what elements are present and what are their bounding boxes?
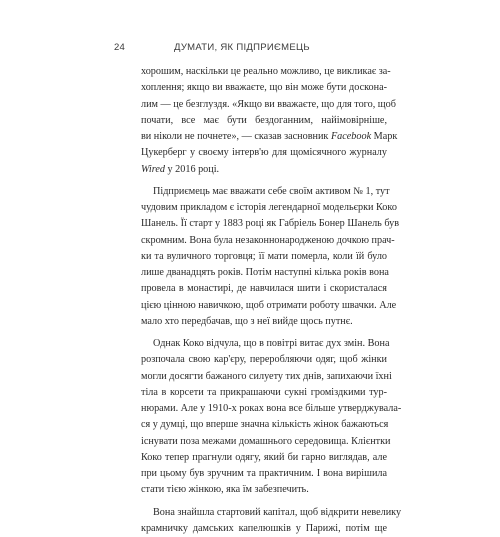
text-line: почати, все має бути бездоганним, найімовірніше, xyxy=(141,113,387,129)
paragraph xyxy=(141,336,387,499)
text-line: цією цінною навичкою, щоб отримати роботу швачки. Але xyxy=(141,298,387,314)
body-text xyxy=(141,64,387,537)
text-line: при цьому був зручним та практичним. І вона вирішила xyxy=(141,466,387,482)
text-line: ся у думці, що вперше значна кількість жінок бажаються xyxy=(141,417,387,433)
text-line: мало хто передбачав, що з неї вийде щось путнє. xyxy=(141,314,387,330)
text-line: нюрами. Але у 1910-х роках вона все більше утверджувала- xyxy=(141,401,387,417)
text-line: Коко тепер прагнули одягу, який би гарно виглядав, але xyxy=(141,450,387,466)
text-line: Вона знайшла стартовий капітал, щоб відкрити невелику xyxy=(141,505,387,521)
text-line: стати тією жінкою, яка їм забезпечить. xyxy=(141,482,387,498)
text-line: лим — це безглуздя. «Якщо ви вважаєте, що для того, щоб xyxy=(141,97,387,113)
text-line: лише дванадцять років. Потім наступні кілька років вона xyxy=(141,265,387,281)
paragraph xyxy=(141,505,387,537)
text-line: розпочала свою кар'єру, переробляючи одяг, щоб жінки xyxy=(141,352,387,368)
text-line: Цукерберг у своєму інтерв'ю для щомісячного журналу xyxy=(141,145,387,161)
text-line: існувати поза межами домашнього середовища. Клієнтки xyxy=(141,434,387,450)
text-line: тіла в корсети та прикрашаючи сукні громіздкими тур- xyxy=(141,385,387,401)
text-line: ви ніколи не почнете», — сказав засновник Facebook Марк xyxy=(141,129,387,145)
text-line: чудовим прикладом є історія легендарної модельєрки Коко xyxy=(141,200,387,216)
text-line: скромним. Вона була незаконнонародженою дочкою прач- xyxy=(141,233,387,249)
running-head xyxy=(114,42,414,56)
paragraph xyxy=(141,64,387,178)
text-line: ки та вуличного торговця; її мати померла, коли їй було xyxy=(141,249,387,265)
text-line: Шанель. Її старт у 1883 році як Габріель Бонер Шанель був xyxy=(141,216,387,232)
text-line: Підприємець має вважати себе своїм активом № 1, тут xyxy=(141,184,387,200)
text-line: Однак Коко відчула, що в повітрі витає дух змін. Вона xyxy=(141,336,387,352)
paragraph xyxy=(141,184,387,330)
text-line: Wired у 2016 році. xyxy=(141,162,387,178)
text-line: хоплення; якщо ви вважаєте, що він може бути доскона- xyxy=(141,80,387,96)
chapter-title: ДУМАТИ, ЯК ПІДПРИЄМЕЦЬ xyxy=(174,42,310,53)
text-line: могли досягти бажаного силуету тих днів, запихаючи їхні xyxy=(141,369,387,385)
text-line: крамничку дамських капелюшків у Парижі, потім ще xyxy=(141,521,387,537)
page-number: 24 xyxy=(114,42,125,53)
text-line: провела в монастирі, де навчилася шити і скористалася xyxy=(141,281,387,297)
text-line: хорошим, наскільки це реально можливо, це викликає за- xyxy=(141,64,387,80)
